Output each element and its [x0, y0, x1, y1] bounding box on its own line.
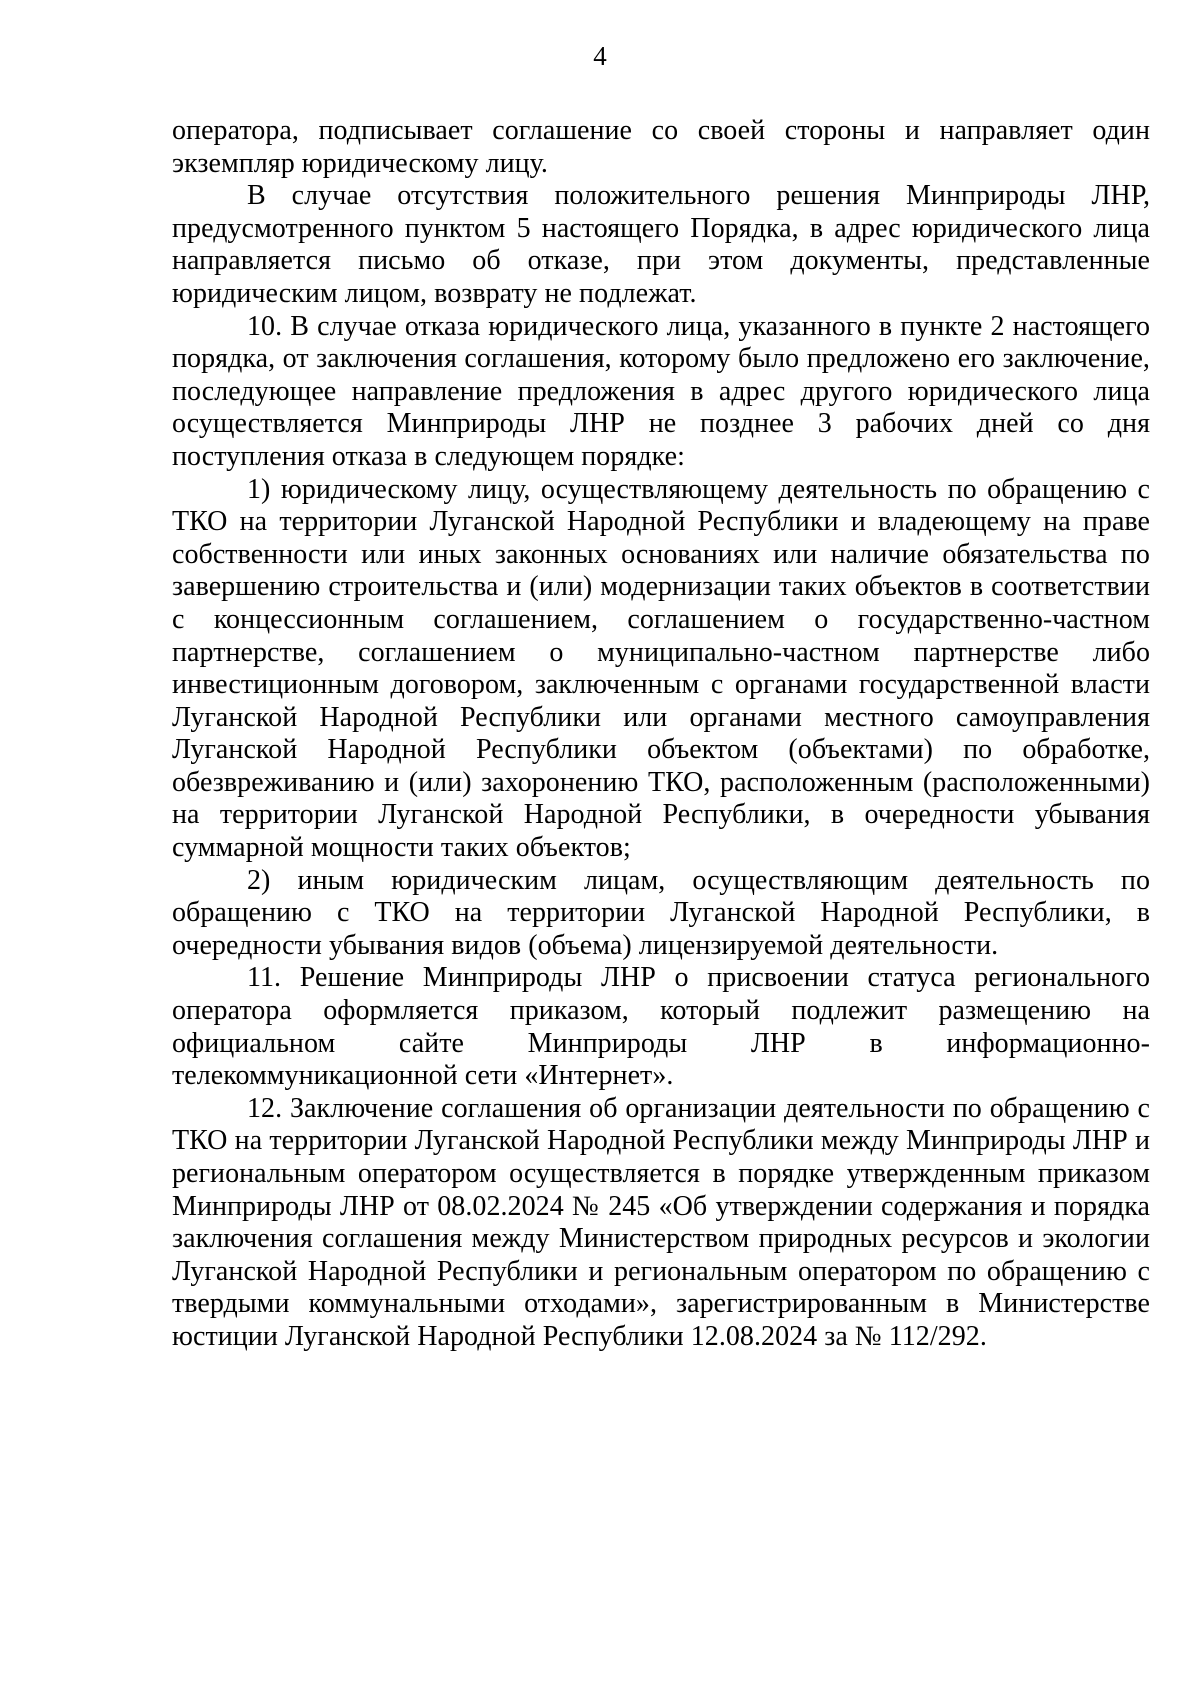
page-number: 4 — [593, 41, 607, 71]
paragraph-item-12: 12. Заключение соглашения об организации деятельности по обращению с ТКО на территории Луганской Народной Республики между Минприроды ЛНР и региональным оператором осуществляется в порядке утвержденным приказом Минприроды ЛНР от 08.02.2024 № 245 «Об утверждении содержания и порядка заключения соглашения между Министерством природных ресурсов и экологии Луганской Народной Республики и региональным оператором по обращению с твердыми коммунальными отходами», зарегистрированным в Министерстве юстиции Луганской Народной Республики 12.08.2024 за № 112/292. — [172, 1092, 1150, 1352]
paragraph-subitem-2: 2) иным юридическим лицам, осуществляющим деятельность по обращению с ТКО на территории Луганской Народной Республики, в очередности убывания видов (объема) лицензируемой деятельности. — [172, 864, 1150, 961]
paragraph-item-10: 10. В случае отказа юридического лица, указанного в пункте 2 настоящего порядка, от заключения соглашения, которому было предложено его заключение, последующее направление предложения в адрес другого юридического лица осуществляется Минприроды ЛНР не позднее 3 рабочих дней со дня поступления отказа в следующем порядке: — [172, 310, 1150, 472]
paragraph-item-11: 11. Решение Минприроды ЛНР о присвоении статуса регионального оператора оформляется приказом, который подлежит размещению на официальном сайте Минприроды ЛНР в информационно-телекоммуникационной сети «Интернет». — [172, 962, 1150, 1092]
paragraph-subitem-1: 1) юридическому лицу, осуществляющему деятельность по обращению с ТКО на территории Луганской Народной Республики и владеющему на праве собственности или иных законных основаниях или наличие обязательства по завершению строительства и (или) модернизации таких объектов в соответствии с концессионным соглашением, соглашением о государственно-частном партнерстве, соглашением о муниципально-частном партнерстве либо инвестиционным договором, заключенным с органами государственной власти Луганской Народной Республики или органами местного самоуправления Луганской Народной Республики объектом (объектами) по обработке, обезвреживанию и (или) захоронению ТКО, расположенным (расположенными) на территории Луганской Народной Республики, в очередности убывания суммарной мощности таких объектов; — [172, 473, 1150, 864]
paragraph-continuation: оператора, подписывает соглашение со своей стороны и направляет один экземпляр юридическому лицу. — [172, 115, 1150, 179]
document-body — [172, 115, 1150, 1354]
paragraph-refusal-letter: В случае отсутствия положительного решения Минприроды ЛНР, предусмотренного пунктом 5 настоящего Порядка, в адрес юридического лица направляется письмо об отказе, при этом документы, представленные юридическим лицом, возврату не подлежат. — [172, 180, 1150, 309]
